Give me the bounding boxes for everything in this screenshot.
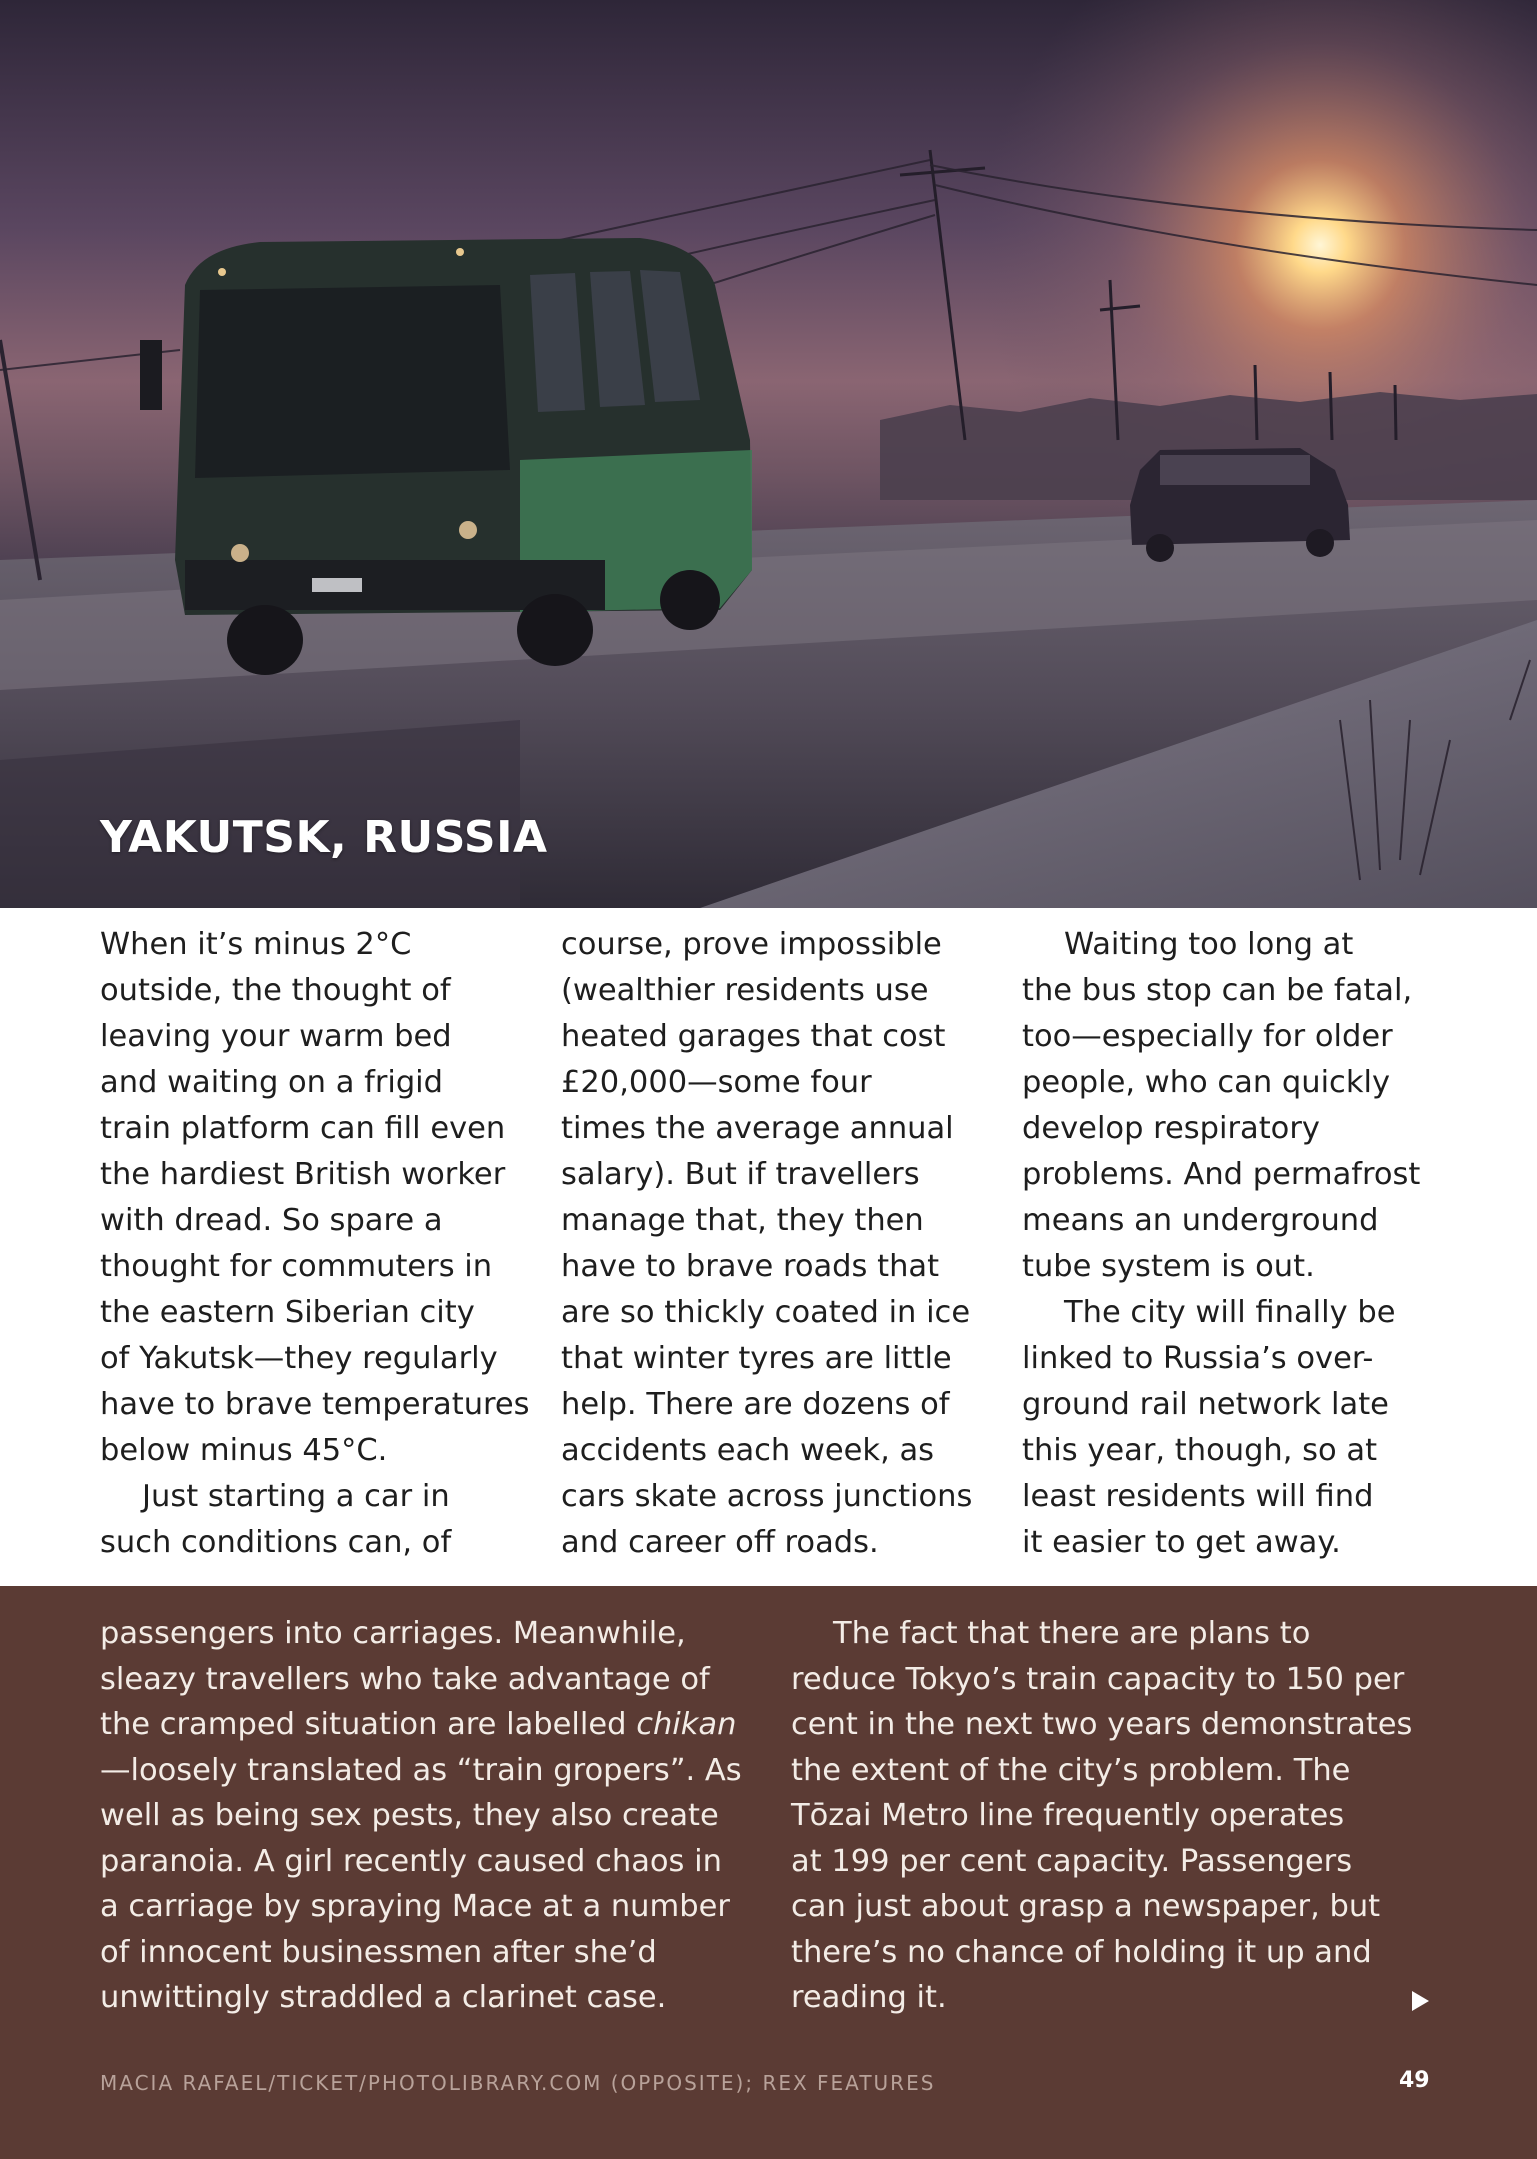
column-3 — [1022, 922, 1452, 1566]
siberian-street-bus-sunset-photo-icon — [0, 0, 1537, 908]
column-2-paragraph-1 — [561, 922, 991, 1566]
text-line: linked to Russia’s over- — [1022, 1341, 1374, 1376]
text-line: have to brave roads that — [561, 1249, 940, 1284]
text-line: of innocent businessmen after she’d — [100, 1934, 657, 1970]
text-line: ground rail network late — [1022, 1387, 1389, 1422]
text-line: (wealthier residents use — [561, 973, 929, 1008]
text-line: the eastern Siberian city — [100, 1295, 475, 1330]
column-2 — [561, 922, 991, 1566]
photo-credit: MACIA RAFAEL/TICKET/PHOTOLIBRARY.COM (OPPOSITE); REX FEATURES — [100, 2071, 936, 2095]
text-line: accidents each week, as — [561, 1433, 935, 1468]
column-1 — [100, 922, 530, 1566]
text-line: of Yakutsk—they regularly — [100, 1341, 498, 1376]
column-1-paragraph-1 — [100, 922, 530, 1474]
text-line: outside, the thought of — [100, 973, 451, 1008]
text-line: help. There are dozens of — [561, 1387, 950, 1422]
text-line: cent in the next two years demonstrates — [791, 1707, 1413, 1742]
text-line: least residents will find — [1022, 1479, 1374, 1514]
text-line: tube system is out. — [1022, 1249, 1315, 1284]
text-line: people, who can quickly — [1022, 1065, 1391, 1100]
text-line: When it’s minus 2°C — [100, 927, 412, 962]
text-line: —loosely translated as “train gropers”. As — [100, 1752, 742, 1788]
text-line: £20,000—some four — [561, 1065, 872, 1100]
text-line: it easier to get away. — [1022, 1525, 1341, 1560]
text-line: at 199 per cent capacity. Passengers — [791, 1843, 1353, 1879]
text-line: with dread. So spare a — [100, 1203, 443, 1238]
text-line: The city will finally be — [1064, 1295, 1396, 1330]
text-line: The fact that there are plans to — [833, 1616, 1311, 1651]
text-line: salary). But if travellers — [561, 1157, 920, 1192]
page-number: 49 — [1399, 2068, 1430, 2093]
text-line: cars skate across junctions — [561, 1479, 973, 1514]
text-line: below minus 45°C. — [100, 1433, 388, 1468]
text-line: thought for commuters in — [100, 1249, 493, 1284]
text-line: a carriage by spraying Mace at a number — [100, 1889, 730, 1924]
column-1-paragraph-2 — [100, 1474, 530, 1566]
text-line: problems. And permafrost — [1022, 1157, 1421, 1192]
text-line: the cramped situation are labelled — [100, 1707, 637, 1742]
text-line: the hardiest British worker — [100, 1157, 506, 1192]
panel-column-2-paragraph — [791, 1611, 1412, 2021]
continue-arrow-icon — [1412, 1991, 1429, 2011]
column-3-paragraph-2 — [1022, 1290, 1452, 1566]
text-line: and career off roads. — [561, 1525, 879, 1560]
text-line: the bus stop can be fatal, — [1022, 973, 1413, 1008]
text-line: and waiting on a frigid — [100, 1065, 444, 1100]
text-line: develop respiratory — [1022, 1111, 1320, 1146]
text-line: too—especially for older — [1022, 1019, 1393, 1054]
text-line: such conditions can, of — [100, 1525, 452, 1560]
text-line: train platform can fill even — [100, 1111, 506, 1146]
text-line: passengers into carriages. Meanwhile, — [100, 1616, 686, 1651]
text-line: this year, though, so at — [1022, 1433, 1378, 1468]
text-line: paranoia. A girl recently caused chaos in — [100, 1843, 722, 1879]
panel-column-2 — [791, 1611, 1412, 2021]
text-line: course, prove impossible — [561, 927, 942, 962]
chikan-term: chikan — [636, 1707, 737, 1742]
text-line: Waiting too long at — [1064, 927, 1354, 962]
text-line: leaving your warm bed — [100, 1019, 452, 1054]
text-line: there’s no chance of holding it up and — [791, 1934, 1372, 1970]
text-line: well as being sex pests, they also create — [100, 1798, 719, 1833]
text-line: have to brave temperatures — [100, 1387, 530, 1422]
text-line: can just about grasp a newspaper, but — [791, 1889, 1381, 1924]
headline: YAKUTSK, RUSSIA — [100, 812, 548, 863]
text-line: that winter tyres are little — [561, 1341, 952, 1376]
text-line: heated garages that cost — [561, 1019, 946, 1054]
text-line: Just starting a car in — [142, 1479, 450, 1514]
panel-column-1 — [100, 1611, 742, 2021]
text-line: reduce Tokyo’s train capacity to 150 per — [791, 1661, 1405, 1697]
text-line: times the average annual — [561, 1111, 954, 1146]
hero-photo — [0, 0, 1537, 908]
text-line: Tōzai Metro line frequently operates — [791, 1798, 1345, 1833]
text-line: are so thickly coated in ice — [561, 1295, 971, 1330]
column-3-paragraph-1 — [1022, 922, 1452, 1290]
text-line: unwittingly straddled a clarinet case. — [100, 1980, 667, 2015]
text-line: manage that, they then — [561, 1203, 924, 1238]
text-line: sleazy travellers who take advantage of — [100, 1661, 710, 1697]
text-line: means an underground — [1022, 1203, 1379, 1238]
text-line: the extent of the city’s problem. The — [791, 1752, 1351, 1788]
text-line: reading it. — [791, 1980, 947, 2015]
panel-column-1-paragraph — [100, 1611, 742, 2021]
